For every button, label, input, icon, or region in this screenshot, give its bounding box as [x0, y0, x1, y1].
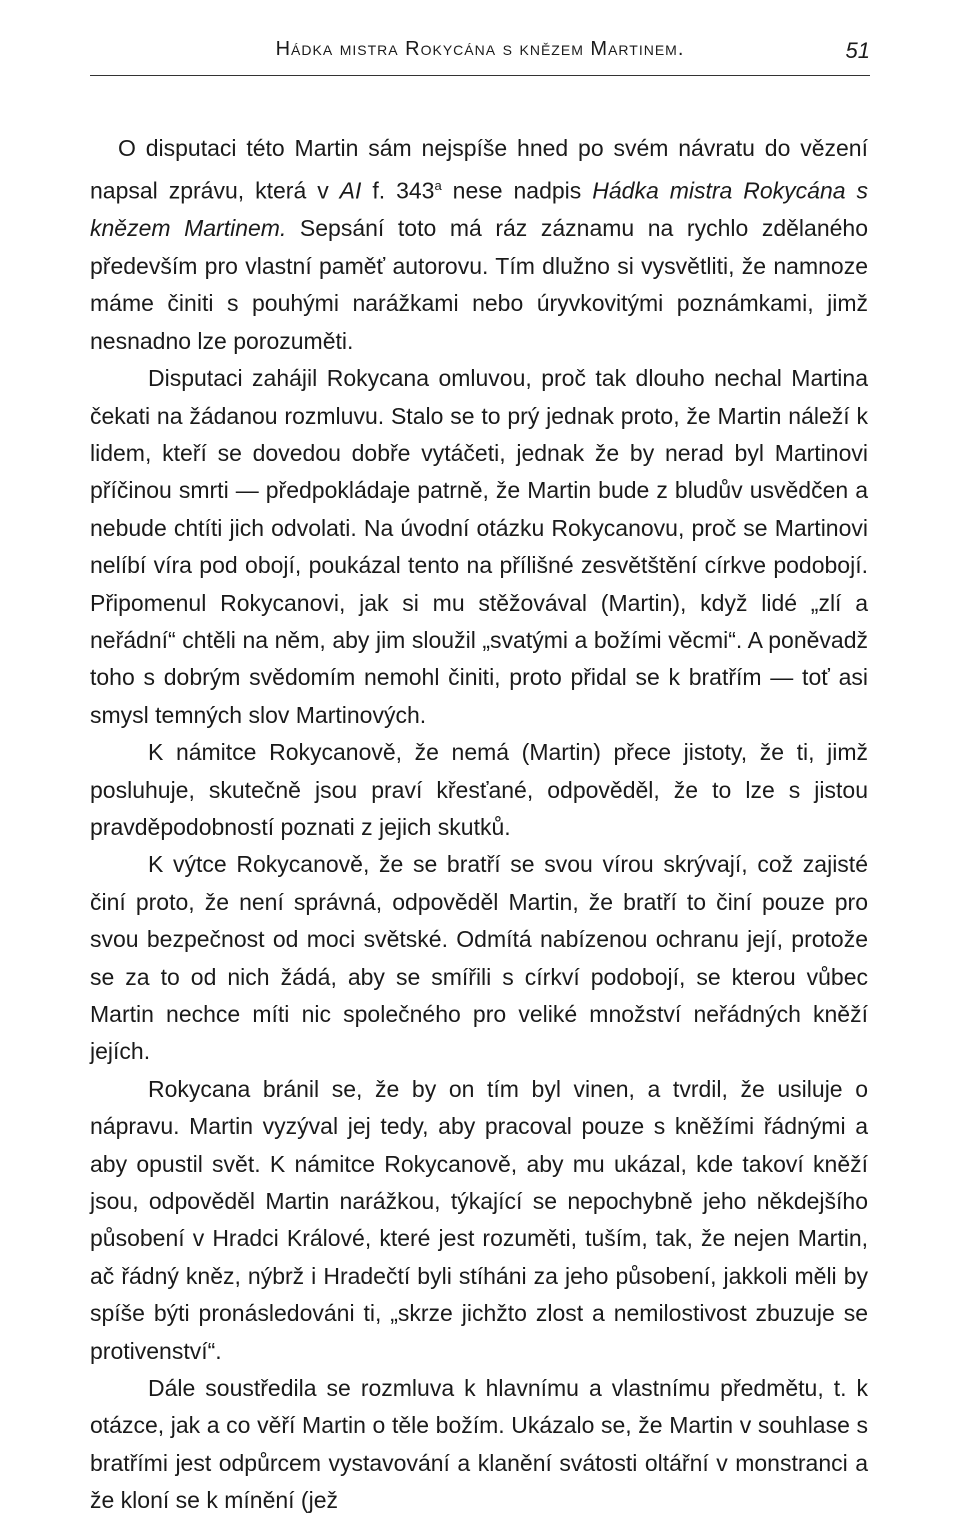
folio-superscript: a	[434, 178, 442, 194]
paragraph-1-text-after: Sepsání toto má ráz záznamu na rychlo zdělaného především pro vlastní paměť autorovu. Tím dlužno si vysvětliti, že namnoze máme činiti s pouhými narážkami nebo úryvkovitými poznámkami, jimž nesnadno lze porozuměti.	[90, 215, 868, 354]
folio-number: f. 343	[361, 178, 435, 205]
paragraph-3: K námitce Rokycanově, že nemá (Martin) přece jistoty, že ti, jimž posluhuje, skutečně jsou praví křesťané, odpověděl, že to lze s jistou pravděpodobností poznati z jejich skutků.	[90, 739, 868, 840]
paragraph-4: K výtce Rokycanově, že se bratří se svou vírou skrývají, což zajisté činí proto, že není správná, odpověděl Martin, že bratří to činí pouze pro svou bezpečnost od moci světské. Odmítá nabízenou ochranu její, protože se za to od nich žádá, aby se smířili s církví podobojí, se kterou vůbec Martin nechce míti nic společného pro veliké množství neřádných kněží jejích.	[90, 851, 868, 1065]
paragraph-5: Rokycana bránil se, že by on tím byl vinen, a tvrdil, že usiluje o nápravu. Martin vyzýval jej tedy, aby pracoval pouze s kněžími řádnými a aby opustil svět. K námitce Rokycanově, aby mu ukázal, kde takoví kněží jsou, odpověděl Martin narážkou, týkající se nepochybně jeho někdejšího působení v Hradci Králové, které jest rozuměti, tuším, tak, že nejen Martin, ač řádný kněz, nýbrž i Hradečtí byli stíháni za jeho působení, jakkoli měli by spíše býti pronásledováni ti, „skrze jichžto zlost a nemilostivost zbuzuje se protivenství“.	[90, 1075, 868, 1364]
paragraph-1-text-mid: nese nadpis	[441, 178, 593, 205]
body-text	[90, 130, 868, 1520]
running-head	[90, 38, 870, 72]
running-title: Hádka mistra Rokycána s knězem Martinem.	[275, 38, 685, 60]
paragraph-2: Disputaci zahájil Rokycana omluvou, proč tak dlouho nechal Martina čekati na žádanou rozmluvu. Stalo se to prý jednak proto, že Martin náleží k lidem, kteří se dovedou dobře vytáčeti, jednak že by nerad byl Martinovi příčinou smrti — předpokládaje patrně, že Martin bude z bludův usvědčen a nebude chtíti jich odvolati. Na úvodní otázku Rokycanovu, proč se Martinovi nelíbí víra pod obojí, poukázal tento na přílišné zesvětštění církve podobojí. Připomenul Rokycanovi, jak si mu stěžovával (Martin), když lidé „zlí a neřádní“ chtěli na něm, aby jim sloužil „svatými a božími věcmi“. A poněvadž toho s dobrým svědomím nemohl činiti, proto přidal se k bratřím — toť asi smysl temných slov Martinových.	[90, 365, 868, 728]
paragraph-6: Dále soustředila se rozmluva k hlavnímu a vlastnímu předmětu, t. k otázce, jak a co věří Martin o těle božím. Ukázalo se, že Martin v souhlase s bratřími jest odpůrcem vystavování a klanění svátosti oltářní v monstranci a že kloní se k mínění (jež	[90, 1375, 868, 1514]
paragraph-1-text-before: O disputaci této Martin sám nejspíše hned po svém návratu do vězení napsal zprávu, která v	[90, 135, 868, 205]
header-rule	[90, 75, 870, 76]
page-number: 51	[845, 38, 870, 63]
manuscript-reference: AI	[339, 178, 362, 205]
work-title: Hádka mistra Rokycána s knězem Martinem.	[90, 178, 868, 242]
paragraph-1	[90, 130, 868, 360]
